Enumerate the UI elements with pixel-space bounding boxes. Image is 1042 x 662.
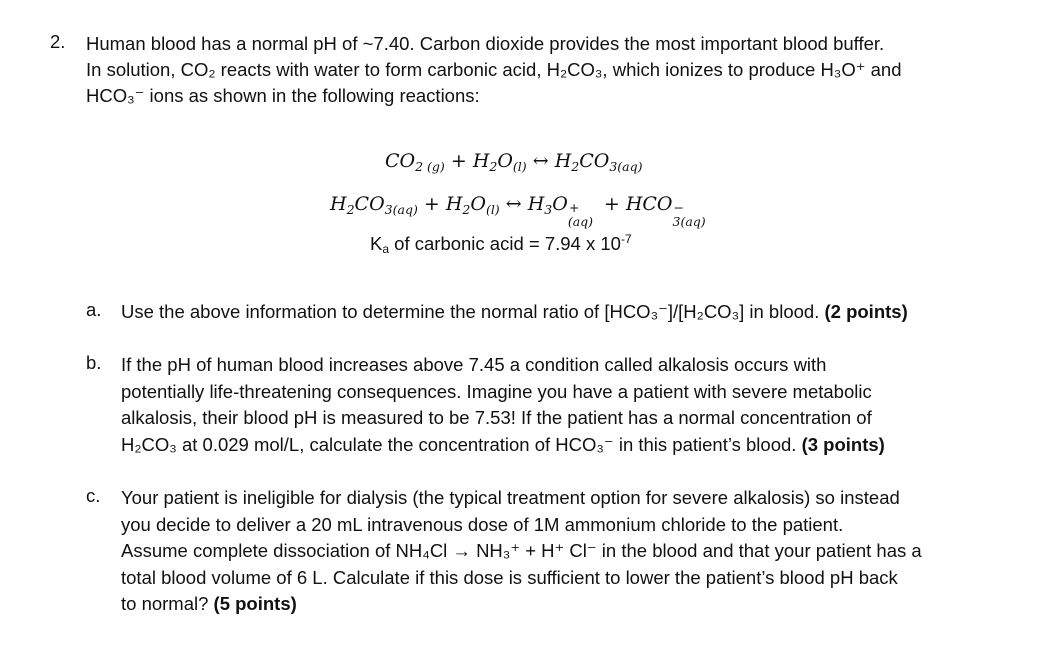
part-b-text: If the pH of human blood increases above 7.45 a condition called alkalosis occurs with potentially life-threatening consequences. Imagine you have a patient with severe metabolic alkalosis, their blood pH is measured to be 7.53! If the patient has a normal concentration of H₂CO₃ at 0.029 mol/L, calculate the concentration of HCO₃⁻ in this patient’s blood. (3 points)	[121, 354, 885, 455]
part-c-letter: c.	[86, 485, 101, 506]
equilibrium-arrow: ↔	[526, 150, 555, 172]
part-a-letter: a.	[86, 299, 102, 320]
part-b-points: (3 points)	[801, 433, 885, 455]
ka-statement: $K_a$ of carbonic acid = 7.94 x $10^{-7}$	[370, 232, 632, 256]
question-intro	[86, 31, 986, 109]
question-number: 2.	[50, 31, 66, 52]
part-b-letter: b.	[86, 352, 102, 373]
part-a-text: Use the above information to determine the normal ratio of [HCO₃⁻]/[H₂CO₃] in blood. (2 points)	[121, 301, 908, 322]
part-c-points: (5 points)	[213, 593, 297, 614]
intro-line-3: HCO₃⁻ ions as shown in the following reactions:	[86, 85, 480, 106]
part-c-text: Your patient is ineligible for dialysis (the typical treatment option for severe alkalosis) so instead you decide to deliver a 20 mL intravenous dose of 1M ammonium chloride to the patient. Assume complete dissociation of NH₄Cl → NH₃⁺ + H⁺ Cl⁻ in the blood and that your patient has a total blood volume of 6 L. Calculate if this dose is sufficient to lower the patient’s blood pH back to normal? (5 points)	[121, 487, 922, 614]
equilibrium-arrow: ↔	[499, 193, 528, 215]
intro-line-1: Human blood has a normal pH of ~7.40. Carbon dioxide provides the most important blood buffer.	[86, 33, 885, 54]
equation-carbonic-acid-ionization: $H_2CO_{3(aq)} + H_2O_{(l)}$ ↔ $H_3O$ + (aq) + HCO − 3(aq)	[330, 193, 706, 229]
equation-co2-hydration: $CO_{2 (g)} + H_2O_{(l)}$ ↔ $H_2CO_{3(aq)}$	[385, 150, 643, 174]
part-a-points: (2 points)	[824, 301, 908, 322]
intro-line-2: In solution, CO₂ reacts with water to form carbonic acid, H₂CO₃, which ionizes to produce H₃O⁺ and	[86, 59, 902, 80]
